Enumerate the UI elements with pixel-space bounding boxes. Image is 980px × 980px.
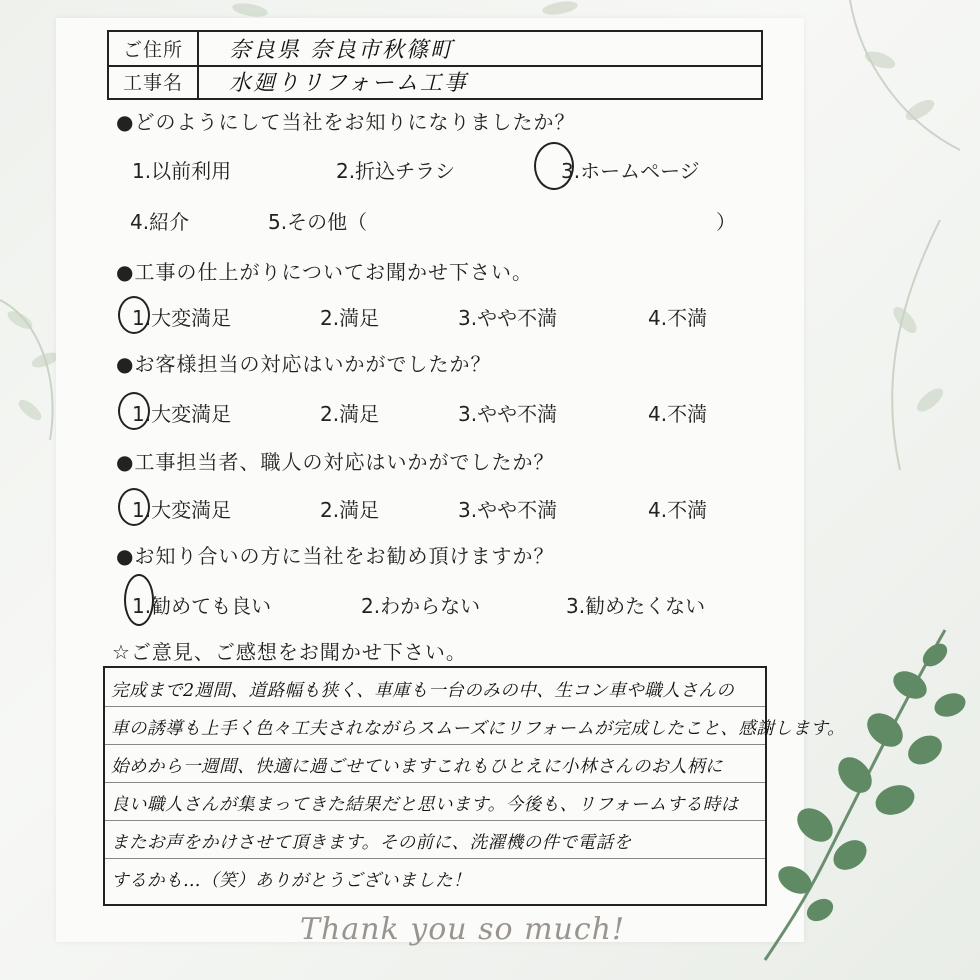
option-satisfied: 2.満足 xyxy=(320,402,380,426)
work-name-value: 水廻りリフォーム工事 xyxy=(229,71,468,96)
option-previous-use: 1.以前利用 xyxy=(132,159,232,183)
option-flyer: 2.折込チラシ xyxy=(336,159,456,183)
comment-line-3: 始めから一週間、快適に過ごせていますこれもひとえに小林さんのお人柄に xyxy=(111,757,723,777)
address-row xyxy=(109,32,761,67)
option-very-satisfied: 1.大変満足 xyxy=(132,402,232,426)
option-dissatisfied: 4.不満 xyxy=(648,402,708,426)
option-very-satisfied: 1.大変満足 xyxy=(132,306,232,330)
question-staff-response: ●お客様担当の対応はいかがでしたか？ xyxy=(116,352,492,376)
option-dissatisfied: 4.不満 xyxy=(648,306,708,330)
option-very-satisfied: 1.大変満足 xyxy=(132,498,232,522)
work-name-label: 工事名 xyxy=(109,65,199,98)
option-referral: 4.紹介 xyxy=(130,210,190,234)
comment-line-5: またお声をかけさせて頂きます。その前に、洗濯機の件で電話を xyxy=(111,833,632,853)
selected-circle-mark xyxy=(118,488,150,526)
option-satisfied: 2.満足 xyxy=(320,306,380,330)
option-would-not-recommend: 3.勧めたくない xyxy=(566,594,706,618)
comments-box xyxy=(103,666,845,906)
comment-line-6: するかも…（笑）ありがとうございました！ xyxy=(111,871,471,891)
option-somewhat-dissatisfied: 3.やや不満 xyxy=(458,306,558,330)
option-would-recommend: 1.勧めても良い xyxy=(132,594,272,618)
work-name-row xyxy=(109,65,761,98)
comment-line-4: 良い職人さんが集まってきた結果だと思います。今後も、リフォームする時は xyxy=(111,795,739,815)
selected-circle-mark xyxy=(118,392,150,430)
option-homepage: 3.ホームページ xyxy=(561,159,700,183)
eucalyptus-branch-decoration xyxy=(745,610,975,970)
comment-line-2: 車の誘導も上手く色々工夫されながらスムーズにリフォームが完成したこと、感謝します。 xyxy=(111,719,845,739)
thank-you-script: Thank you so much! xyxy=(300,912,626,947)
customer-info-table xyxy=(107,30,763,100)
comments-heading: ☆ご意見、ご感想をお聞かせ下さい。 xyxy=(112,640,467,664)
selected-circle-mark xyxy=(118,296,150,334)
option-dissatisfied: 4.不満 xyxy=(648,498,708,522)
selected-circle-mark xyxy=(534,142,574,190)
option-satisfied: 2.満足 xyxy=(320,498,380,522)
question-how-known: ●どのようにして当社をお知りになりましたか？ xyxy=(116,110,576,134)
comment-line-1: 完成まで2週間、道路幅も狭く、車庫も一台のみの中、生コン車や職人さんの xyxy=(111,681,735,701)
address-value: 奈良県 奈良市秋篠町 xyxy=(229,38,454,63)
option-somewhat-dissatisfied: 3.やや不満 xyxy=(458,498,558,522)
option-other-close-paren: ） xyxy=(716,210,736,234)
address-label: ご住所 xyxy=(109,32,199,65)
selected-circle-mark xyxy=(124,574,154,626)
option-other: 5.その他（ xyxy=(268,210,368,234)
question-recommend: ●お知り合いの方に当社をお勧め頂けますか？ xyxy=(116,544,555,568)
option-somewhat-dissatisfied: 3.やや不満 xyxy=(458,402,558,426)
question-work-finish: ●工事の仕上がりについてお聞かせ下さい。 xyxy=(116,260,534,284)
question-craftsman-response: ●工事担当者、職人の対応はいかがでしたか？ xyxy=(116,450,555,474)
option-not-sure: 2.わからない xyxy=(361,594,481,618)
